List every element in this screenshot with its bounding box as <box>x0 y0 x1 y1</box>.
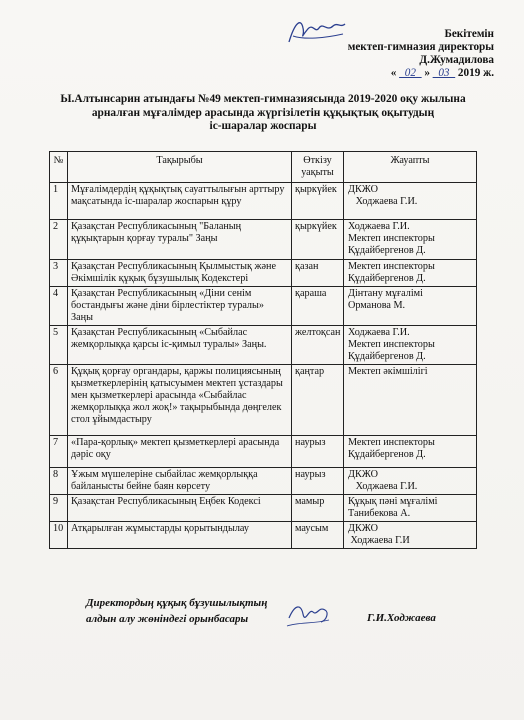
cell-num: 9 <box>50 495 68 522</box>
table-row <box>50 365 477 436</box>
cell-num: 4 <box>50 287 68 326</box>
approver-name: Д.Жумадилова <box>419 54 494 66</box>
approval-block <box>284 28 494 80</box>
approval-date: « _02_ » _03_ 2019 ж. <box>390 67 494 79</box>
cell-num: 8 <box>50 468 68 495</box>
approve-word: Бекітемін <box>444 28 494 40</box>
table-row <box>50 495 477 522</box>
table-header-row <box>50 152 477 183</box>
cell-time: желтоқсан <box>292 326 344 365</box>
plan-table <box>49 151 477 549</box>
cell-responsible: Мектеп инспекторы Құдайбергенов Д. <box>344 436 477 468</box>
cell-responsible: Ходжаева Г.И. Мектеп инспекторы Құдайбергенов Д. <box>344 326 477 365</box>
table-row <box>50 220 477 260</box>
cell-responsible: Дінтану мұғалімі Орманова М. <box>344 287 477 326</box>
cell-num: 5 <box>50 326 68 365</box>
cell-time: қараша <box>292 287 344 326</box>
cell-time: мамыр <box>292 495 344 522</box>
table-row <box>50 260 477 287</box>
cell-responsible: ДКЖО Ходжаева Г.И. <box>344 468 477 495</box>
cell-num: 1 <box>50 183 68 220</box>
table-row <box>50 287 477 326</box>
table-row <box>50 436 477 468</box>
cell-num: 2 <box>50 220 68 260</box>
cell-topic: Қазақстан Республикасының "Баланың құқықтарын қорғау туралы" Заңы <box>68 220 292 260</box>
cell-num: 3 <box>50 260 68 287</box>
cell-topic: Қазақстан Республикасының Қылмыстық және Әкімшілік құқық бұзушылық Кодекстері <box>68 260 292 287</box>
cell-time: наурыз <box>292 468 344 495</box>
footer-name: Г.И.Ходжаева <box>367 612 436 624</box>
table-row <box>50 183 477 220</box>
cell-responsible: ДКЖО Ходжаева Г.И <box>344 522 477 549</box>
deputy-signature <box>283 598 333 630</box>
cell-num: 10 <box>50 522 68 549</box>
date-year: 2019 ж. <box>457 67 494 79</box>
cell-time: қыркүйек <box>292 183 344 220</box>
cell-responsible: Мектеп әкімшілігі <box>344 365 477 436</box>
table-row <box>50 468 477 495</box>
table-row <box>50 522 477 549</box>
cell-time: маусым <box>292 522 344 549</box>
cell-num: 7 <box>50 436 68 468</box>
date-month: _03_ <box>432 67 456 79</box>
cell-topic: Құқық қорғау органдары, қаржы полициясының қызметкерлерінің қатысуымен мектеп ұстаздары мен қызметкерлері арасында «Сыбайлас жемқорлыққа жол жоқ!» тақырыбында дөңгелек стол ұйымдастыру <box>68 365 292 436</box>
date-day: _02_ <box>399 67 422 79</box>
cell-responsible: Құқық пәні мұғалімі Танибекова А. <box>344 495 477 522</box>
cell-responsible: ДКЖО Ходжаева Г.И. <box>344 183 477 220</box>
cell-time: қазан <box>292 260 344 287</box>
footer-position: Директордың құқық бұзушылықтың алдын алу жөніндегі орынбасары <box>86 597 268 625</box>
cell-topic: Мұғалімдердің құқықтық сауаттылығын арттыру мақсатында іс-шаралар жоспарын құру <box>68 183 292 220</box>
table-row <box>50 326 477 365</box>
cell-topic: Қазақстан Республикасының Еңбек Кодексі <box>68 495 292 522</box>
approver-position: мектеп-гимназия директоры <box>347 41 494 53</box>
cell-topic: Қазақстан Республикасының «Сыбайлас жемқорлыққа қарсы іс-қимыл туралы» Заңы. <box>68 326 292 365</box>
header-num: № <box>50 152 68 183</box>
cell-responsible: Ходжаева Г.И. Мектеп инспекторы Құдайбергенов Д. <box>344 220 477 260</box>
cell-num: 6 <box>50 365 68 436</box>
header-time: Өткізу уақыты <box>292 152 344 183</box>
cell-topic: Ұжым мүшелеріне сыбайлас жемқорлыққа байланысты бейне баян көрсету <box>68 468 292 495</box>
header-topic: Тақырыбы <box>68 152 292 183</box>
cell-topic: «Пара-қорлық» мектеп қызметкерлері арасында дәріс оқу <box>68 436 292 468</box>
cell-time: қыркүйек <box>292 220 344 260</box>
cell-time: наурыз <box>292 436 344 468</box>
cell-time: қаңтар <box>292 365 344 436</box>
cell-topic: Қазақстан Республикасының «Діни сенім бостандығы және діни бірлестіктер туралы» Заңы <box>68 287 292 326</box>
document-title: Ы.Алтынсарин атындағы №49 мектеп-гимназиясында 2019-2020 оқу жылына арналған мұғалімдер арасында жүргізілетін құқықтық оқытудың іс-шаралар жоспары <box>60 93 466 132</box>
cell-responsible: Мектеп инспекторы Құдайбергенов Д. <box>344 260 477 287</box>
header-responsible: Жауапты <box>344 152 477 183</box>
cell-topic: Атқарылған жұмыстарды қорытындылау <box>68 522 292 549</box>
